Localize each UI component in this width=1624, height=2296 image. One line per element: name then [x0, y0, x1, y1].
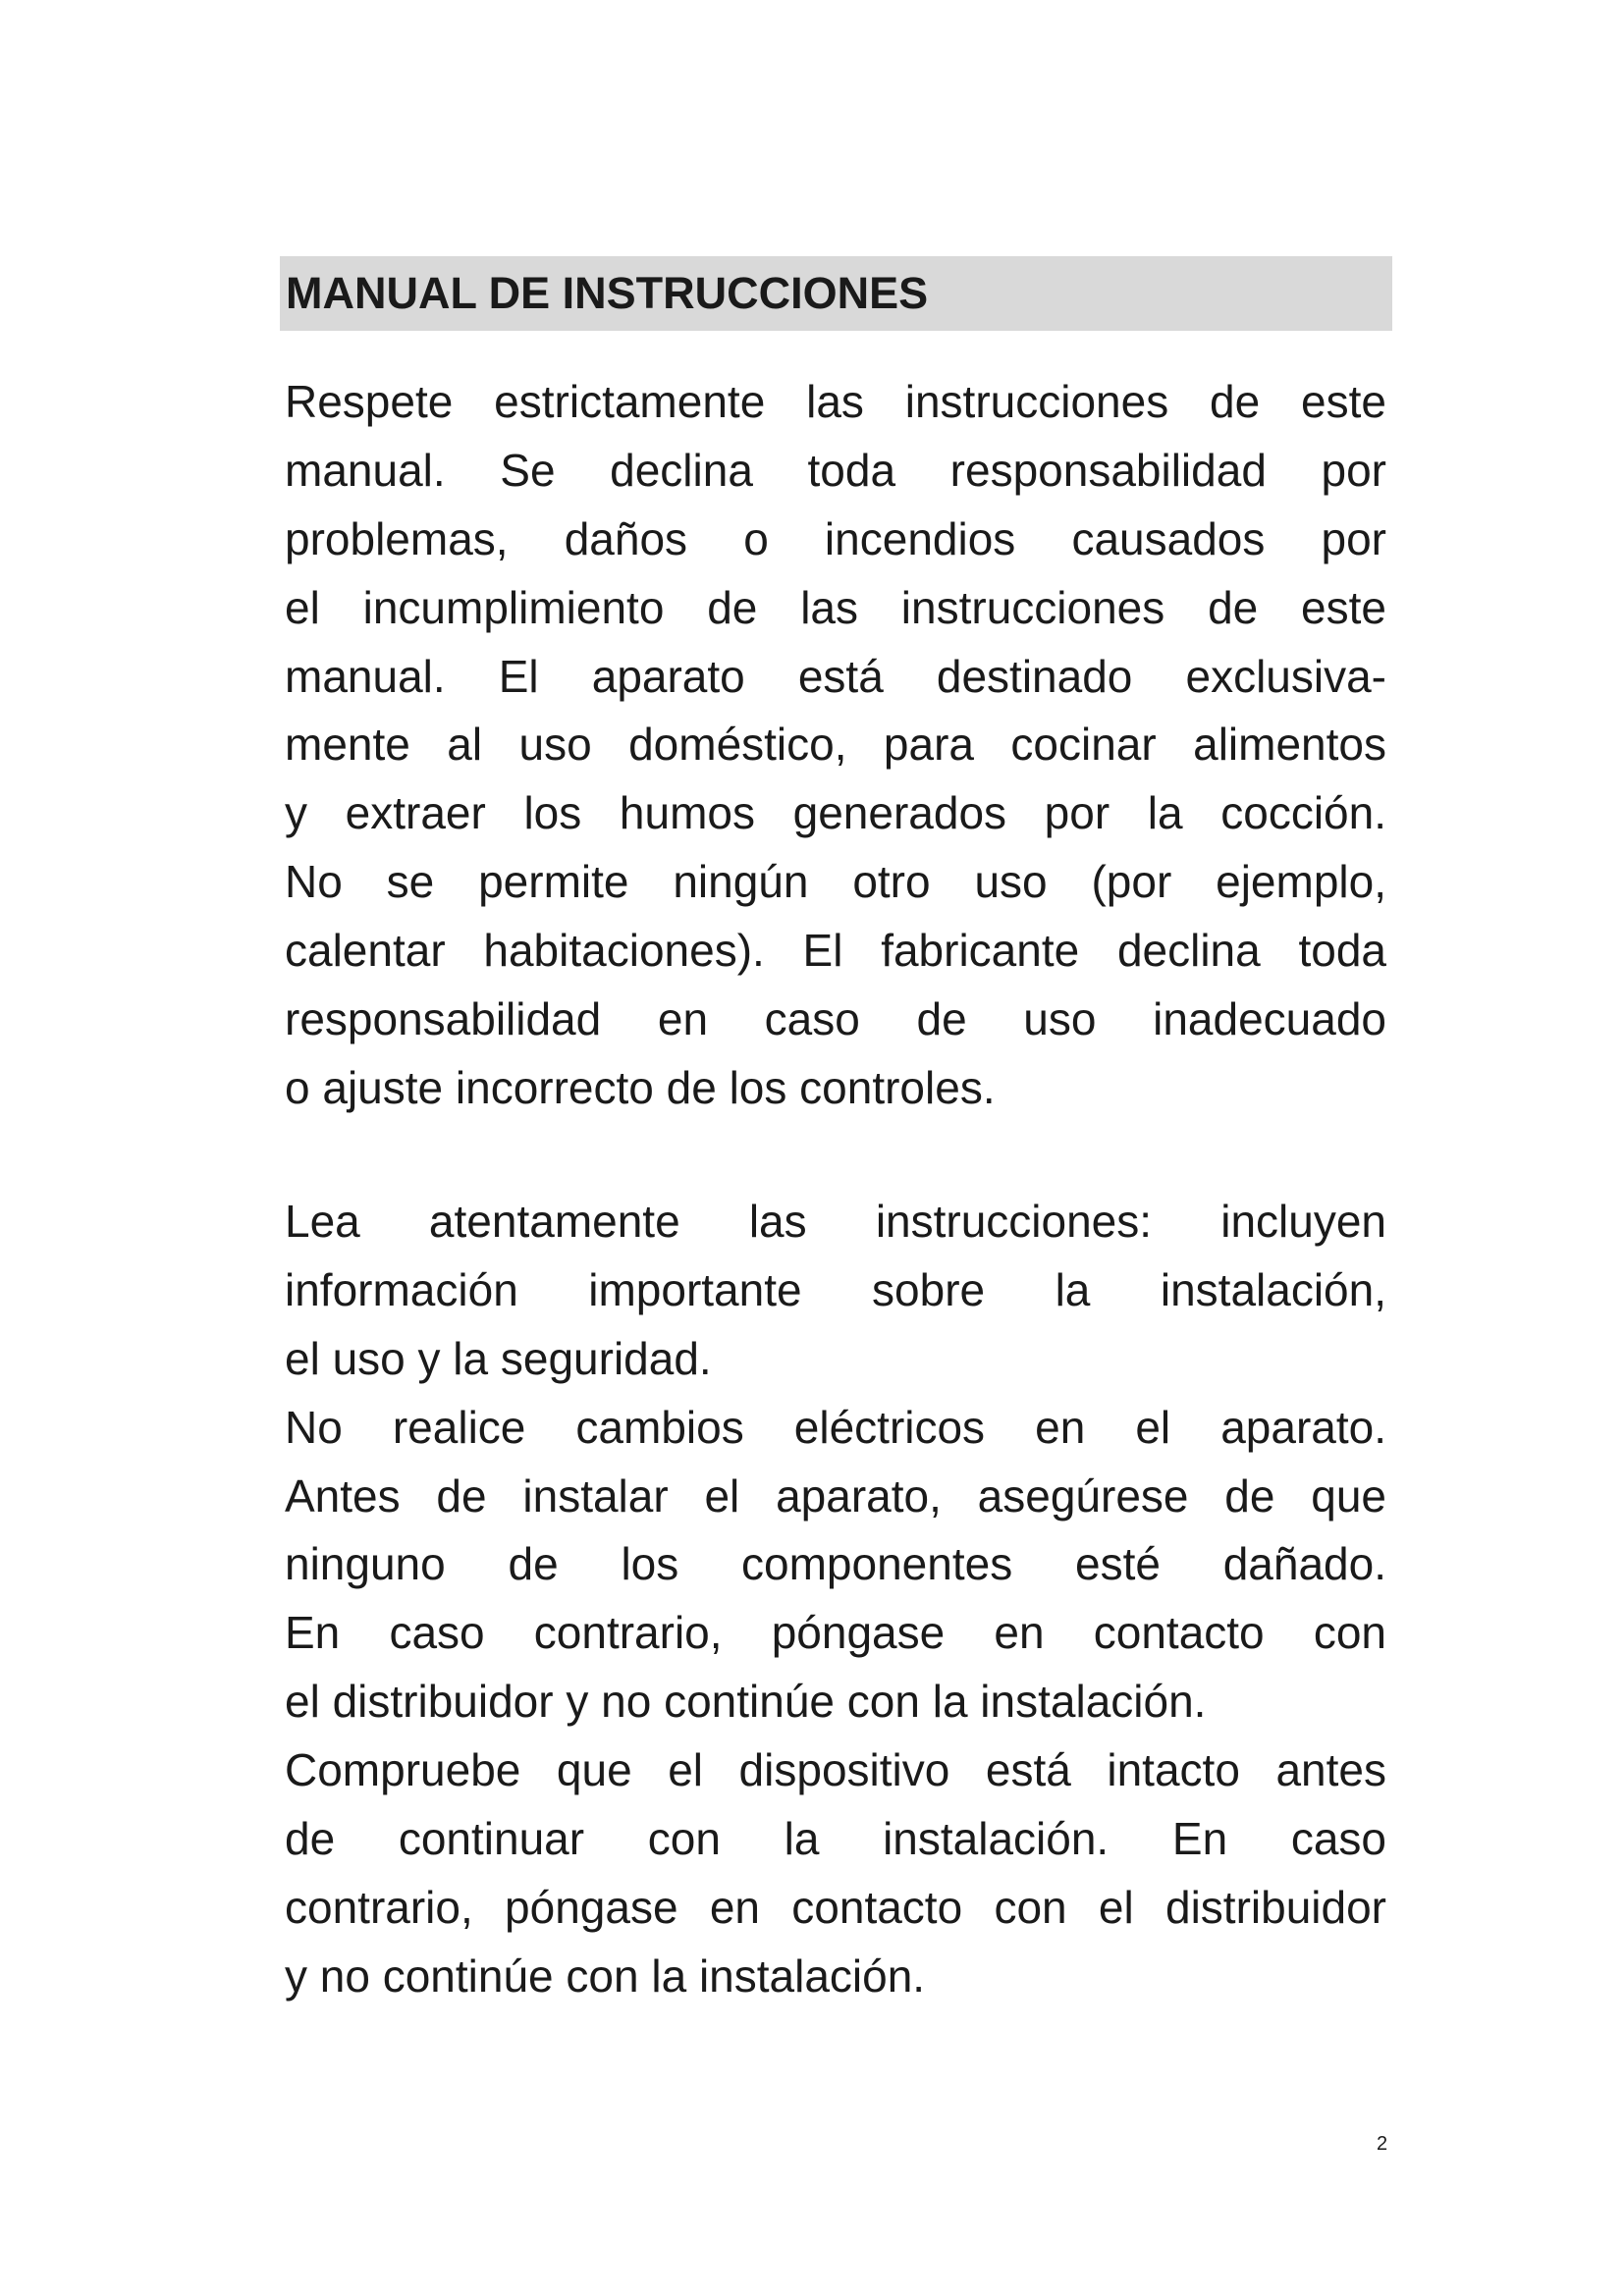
page-number: 2 [1377, 2133, 1388, 2155]
text-line: el uso y la seguridad. [285, 1332, 712, 1384]
text-line: No se permite ningún otro uso (por ejemplo, [285, 856, 1386, 908]
text-line: calentar habitaciones). El fabricante declina toda [285, 925, 1386, 977]
section-heading-bar [280, 256, 1392, 331]
text-line: manual. Se declina toda responsabilidad por [285, 444, 1386, 496]
section-heading: MANUAL DE INSTRUCCIONES [286, 268, 929, 318]
text-line: Antes de instalar el aparato, asegúrese de que [285, 1469, 1386, 1522]
text-line: el distribuidor y no continúe con la instalación. [285, 1676, 1207, 1728]
text-line: manual. El aparato está destinado exclusiva- [285, 650, 1386, 702]
text-line: Compruebe que el dispositivo está intacto antes [285, 1744, 1386, 1796]
text-line: o ajuste incorrecto de los controles. [285, 1061, 996, 1113]
text-line: En caso contrario, póngase en contacto con [285, 1607, 1386, 1659]
paragraph-installation-notes [285, 1188, 1386, 2011]
text-line: ninguno de los componentes esté dañado. [285, 1538, 1386, 1590]
text-line: y no continúe con la instalación. [285, 1949, 926, 2002]
text-line: de continuar con la instalación. En caso [285, 1813, 1386, 1865]
text-line: Respete estrictamente las instrucciones de este [285, 376, 1386, 427]
text-line: contrario, póngase en contacto con el distribuidor [285, 1881, 1386, 1933]
text-line: Lea atentamente las instrucciones: incluyen [285, 1196, 1386, 1247]
text-line: y extraer los humos generados por la cocción. [285, 787, 1386, 839]
text-line: información importante sobre la instalación, [285, 1263, 1386, 1315]
text-line: problemas, daños o incendios causados por [285, 512, 1386, 564]
text-line: No realice cambios eléctricos en el aparato. [285, 1401, 1386, 1453]
text-line: responsabilidad en caso de uso inadecuado [285, 993, 1386, 1045]
text-line: el incumplimiento de las instrucciones de este [285, 581, 1386, 633]
text-line: mente al uso doméstico, para cocinar alimentos [285, 719, 1386, 771]
paragraph-safety-intro [285, 368, 1386, 1123]
